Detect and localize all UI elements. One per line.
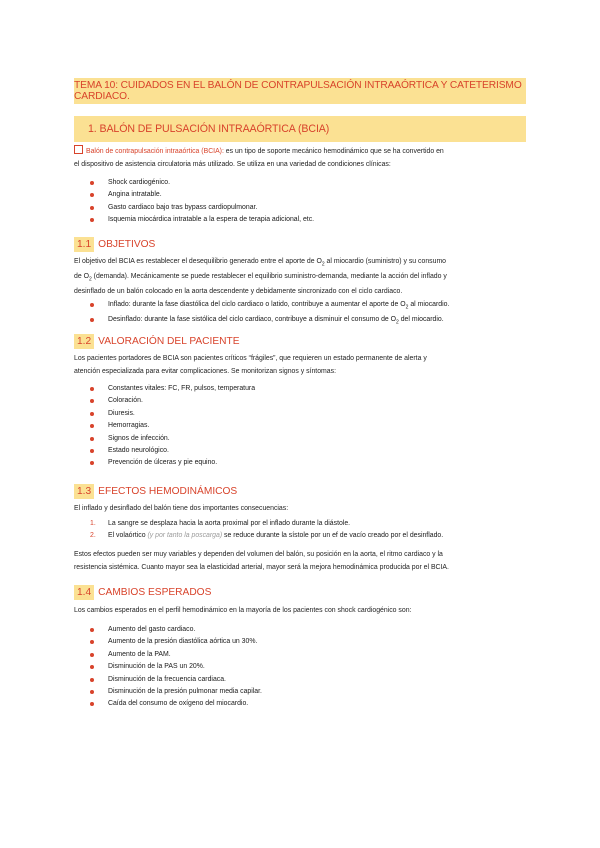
bullet-icon (90, 387, 94, 391)
intro-text-2: el dispositivo de asistencia circulatoria más utilizado. Se utiliza en una variedad de condiciones clínicas: (74, 160, 391, 168)
subsection-number: 1.2 (74, 334, 94, 349)
bullet-icon (90, 628, 94, 632)
bullet-icon (90, 218, 94, 222)
subsection-title: VALORACIÓN DEL PACIENTE (98, 335, 240, 347)
section-1-list (90, 177, 520, 227)
bullet-icon (90, 181, 94, 185)
list-item: Shock cardiogénico. (90, 177, 520, 189)
list-item: Coloración. (90, 395, 520, 407)
efectos-intro: El inflado y desinflado del balón tiene dos importantes consecuencias: (74, 505, 289, 512)
subsection-heading-1-3 (74, 482, 237, 500)
efectos-paragraph: Estos efectos pueden ser muy variables y dependen del volumen del balón, su posición en la aorta, el ritmo cardiaco y la resistencia sistémica. Cuanto mayor sea la elasticidad arterial, mayor será la mejora hemodinámica producida por el BCIA. (74, 551, 449, 571)
efectos-list (90, 518, 520, 543)
bullet-icon (90, 702, 94, 706)
list-item: Angina intratable. (90, 189, 520, 201)
bullet-icon (90, 640, 94, 644)
section-1-banner (74, 116, 526, 142)
bullet-icon (90, 449, 94, 453)
intro-term: Balón de contrapulsación intraaórtica (BCIA): (86, 148, 224, 155)
list-item: Aumento de la PAM. (90, 649, 520, 661)
subsection-heading-1-4 (74, 583, 211, 601)
list-item: Inflado: durante la fase diastólica del ciclo cardiaco o latido, contribuye a aumentar el aporte de $O_2$ al miocardio. (90, 299, 520, 314)
title-banner (74, 78, 526, 104)
list-item: Prevención de úlceras y pie equino. (90, 457, 520, 469)
subsection-number: 1.3 (74, 484, 94, 499)
valoracion-list (90, 383, 520, 470)
subsection-title: CAMBIOS ESPERADOS (98, 586, 212, 598)
bullet-icon (90, 399, 94, 403)
subsection-number: 1.4 (74, 585, 94, 600)
objetivos-list (90, 299, 520, 329)
subsection-heading-1-1 (74, 235, 155, 253)
bullet-icon (90, 678, 94, 682)
checkbox-icon (74, 145, 83, 154)
subsection-number: 1.1 (74, 237, 94, 252)
list-item: Hemorragias. (90, 420, 520, 432)
bullet-icon (90, 206, 94, 210)
bullet-icon (90, 303, 94, 307)
section-1-intro (74, 145, 528, 171)
list-item: Signos de infección. (90, 433, 520, 445)
list-item: Diuresis. (90, 408, 520, 420)
intro-text-1: es un tipo de soporte mecánico hemodinámico que se ha convertido en (223, 148, 444, 155)
bullet-icon (90, 665, 94, 669)
list-item: Gasto cardiaco bajo tras bypass cardiopulmonar. (90, 202, 520, 214)
list-item: Desinflado: durante la fase sistólica del ciclo cardiaco, contribuye a disminuir el consumo de $O_2$ del miocardio. (90, 314, 520, 329)
intro-line-1 (74, 145, 528, 159)
list-item: Isquemia miocárdica intratable a la espera de terapia adicional, etc. (90, 214, 520, 226)
bullet-icon (90, 193, 94, 197)
subsection-title: OBJETIVOS (98, 238, 156, 250)
list-item: Aumento del gasto cardiaco. (90, 624, 520, 636)
list-item: Disminución de la presión pulmonar media capilar. (90, 686, 520, 698)
list-item: 2. El volaórtico (y por tanto la poscarga) se reduce durante la sístole por un ef de vacío creado por el desinflado. (90, 532, 444, 540)
list-item: Aumento de la presión diastólica aórtica un 30%. (90, 636, 520, 648)
bullet-icon (90, 318, 94, 322)
bullet-icon (90, 653, 94, 657)
objetivos-paragraph: El objetivo del BCIA es restablecer el desequilibrio generado entre el aporte de $O_2$ al miocardio (suministro) y su consumo de $O_2$ (demanda). Mecánicamente se puede restablecer el equilibrio suministro-demanda, mediante la acción del inflado y desinflado de un balón colocado en la aorta descendente y debidamente sincronizado con el ciclo cardiaco. (74, 258, 447, 295)
bullet-icon (90, 424, 94, 428)
list-item: Disminución de la frecuencia cardiaca. (90, 674, 520, 686)
subsection-title: EFECTOS HEMODINÁMICOS (98, 485, 238, 497)
list-item: 1. La sangre se desplaza hacia la aorta proximal por el inflado durante la diástole. (90, 520, 351, 527)
bullet-icon (90, 690, 94, 694)
cambios-intro: Los cambios esperados en el perfil hemodinámico en la mayoría de los pacientes con shock cardiogénico son: (74, 607, 412, 614)
bullet-icon (90, 437, 94, 441)
section-1-heading: 1. BALÓN DE PULSACIÓN INTRAAÓRTICA (BCIA) (88, 123, 330, 135)
cambios-list (90, 624, 520, 711)
list-item: Estado neurológico. (90, 445, 520, 457)
page-title: TEMA 10: CUIDADOS EN EL BALÓN DE CONTRAPULSACIÓN INTRAAÓRTICA Y CATETERISMO CARDIACO. (74, 80, 522, 102)
list-item: Caída del consumo de oxígeno del miocardio. (90, 698, 520, 710)
list-item: Constantes vitales: FC, FR, pulsos, temperatura (90, 383, 520, 395)
bullet-icon (90, 412, 94, 416)
list-item: Disminución de la PAS un 20%. (90, 661, 520, 673)
bullet-icon (90, 461, 94, 465)
valoracion-paragraph: Los pacientes portadores de BCIA son pacientes críticos “frágiles”, que requieren un estado permanente de alerta y atención especializada para evitar complicaciones. Se monitorizan signos y síntomas: (74, 355, 427, 375)
subsection-heading-1-2 (74, 332, 240, 350)
